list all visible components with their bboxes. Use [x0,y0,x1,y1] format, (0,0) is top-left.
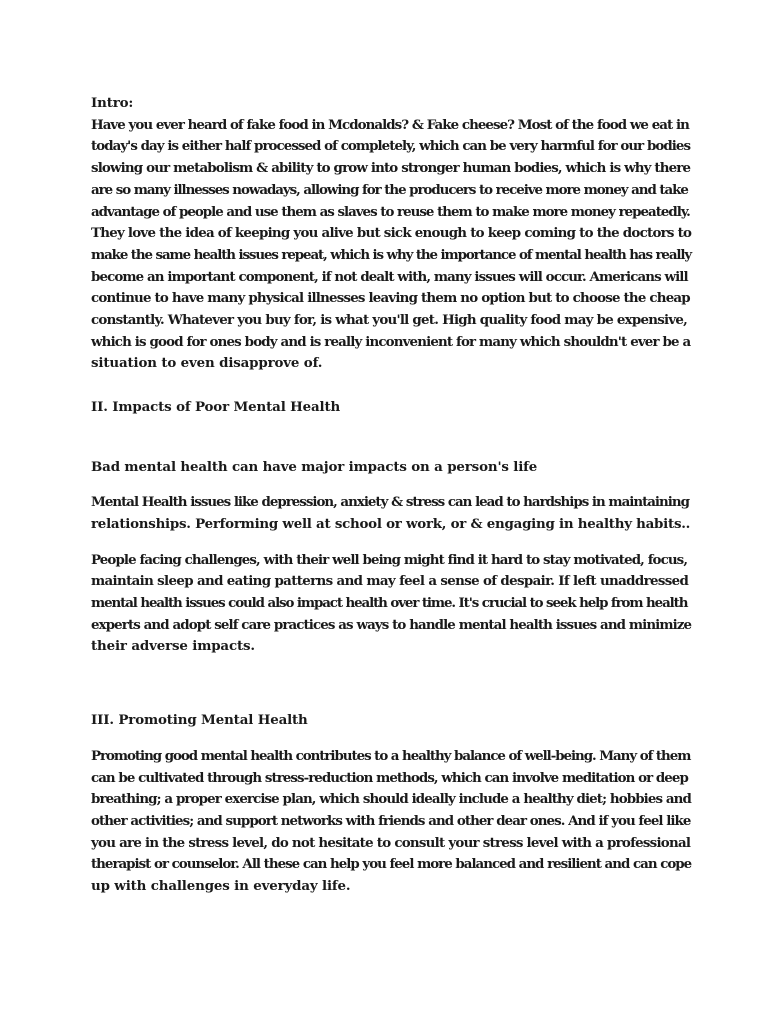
intro-line: become an important component, if not dealt with, many issues will occur. Americans will [91,268,688,285]
paragraph [91,746,691,898]
paragraph-line: therapist or counselor. All these can help you feel more balanced and resilient and can cope [91,856,692,873]
paragraph-line: maintain sleep and eating patterns and may feel a sense of despair. If left unaddressed [91,573,689,590]
intro-line: today's day is either half processed of completely, which can be very harmful for our bodies [91,138,691,155]
intro-line: Have you ever heard of fake food in Mcdonalds? & Fake cheese? Most of the food we eat in [91,116,689,133]
paragraph-line: other activities; and support networks with friends and other dear ones. And if you feel like [91,812,691,829]
section-promoting [91,710,691,898]
paragraph-line: breathing; a proper exercise plan, which should ideally include a healthy diet; hobbies and [91,791,691,808]
intro-line: which is good for ones body and is really inconvenient for many which shouldn't ever be a [91,333,691,350]
intro-line: are so many illnesses nowadays, allowing for the producers to receive more money and take [91,181,688,198]
paragraph-line: Mental Health issues like depression, anxiety & stress can lead to hardships in maintaining [91,494,689,511]
paragraph-line: People facing challenges, with their well being might find it hard to stay motivated, focus, [91,551,688,568]
section-heading: II. Impacts of Poor Mental Health [91,398,341,415]
document-page [91,93,691,898]
intro-line: slowing our metabolism & ability to grow into stronger human bodies, which is why there [91,160,691,177]
paragraph [91,550,691,659]
paragraph-line: up with challenges in everyday life. [91,878,351,895]
intro-line: continue to have many physical illnesses leaving them no option but to choose the cheap [91,290,690,307]
section-heading: III. Promoting Mental Health [91,712,308,729]
paragraph-line: experts and adopt self care practices as ways to handle mental health issues and minimize [91,616,692,633]
intro-line: constantly. Whatever you buy for, is what you'll get. High quality food may be expensive, [91,312,688,329]
intro-line: situation to even disapprove of. [91,355,323,372]
paragraph-line: relationships. Performing well at school or work, or & engaging in healthy habits.. [91,515,691,532]
paragraph-line: their adverse impacts. [91,638,255,655]
intro-line: make the same health issues repeat, which is why the importance of mental health has really [91,246,692,263]
section-subheading: Bad mental health can have major impacts on a person's life [91,458,538,475]
intro-line: They love the idea of keeping you alive but sick enough to keep coming to the doctors to [91,225,692,242]
intro-line: advantage of people and use them as slaves to reuse them to make more money repeatedly. [91,203,690,220]
paragraph-line: Promoting good mental health contributes to a healthy balance of well-being. Many of them [91,747,691,764]
paragraph-line: mental health issues could also impact health over time. It's crucial to seek help from health [91,595,688,612]
paragraph [91,492,691,535]
section-impacts [91,397,691,658]
paragraph-line: can be cultivated through stress-reduction methods, which can involve meditation or deep [91,769,688,786]
intro-section [91,93,691,375]
intro-heading: Intro: [91,95,134,111]
paragraph-line: you are in the stress level, do not hesitate to consult your stress level with a professional [91,834,691,851]
